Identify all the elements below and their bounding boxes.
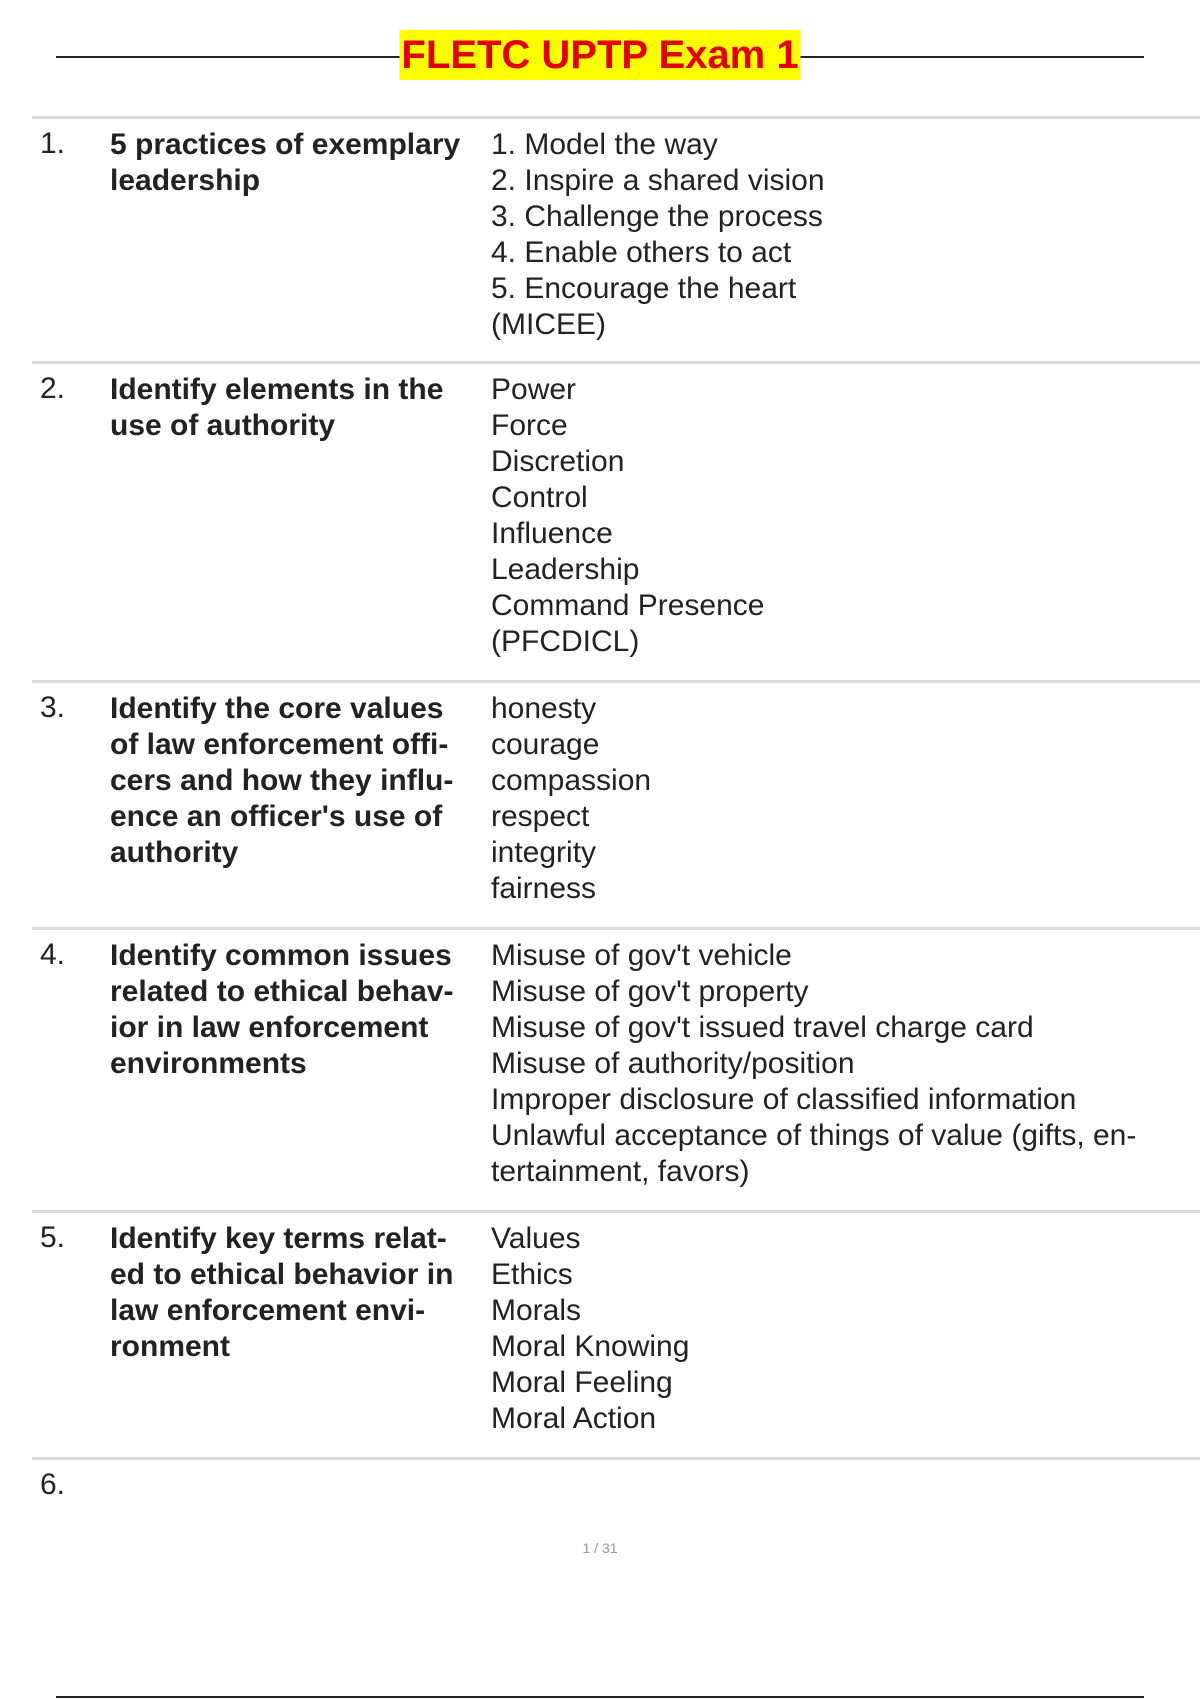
card-term: Identify common issues related to ethical behav-ior in law enforcement environments	[110, 939, 454, 1080]
definition-line: integrity	[491, 836, 597, 869]
definition-line: courage	[491, 728, 600, 761]
flashcard-row	[32, 927, 1200, 1210]
definition-line: Misuse of gov't vehicle	[491, 939, 792, 972]
footer-rule	[56, 1696, 1144, 1698]
definition-line: Power	[491, 373, 577, 406]
definition-line: Moral Action	[491, 1402, 657, 1435]
card-number: 2.	[40, 372, 66, 405]
flashcard-list	[32, 116, 1200, 1520]
card-term: Identify elements in the use of authority	[110, 373, 444, 442]
definition-line: honesty	[491, 692, 597, 725]
definition-line: Misuse of gov't property	[491, 975, 809, 1008]
page-number: 1 / 31	[582, 1540, 618, 1556]
card-definition	[491, 372, 1191, 660]
definition-line: 4. Enable others to act	[491, 236, 792, 269]
definition-line: 1. Model the way	[491, 128, 718, 161]
definition-line: (PFCDICL)	[491, 625, 640, 658]
definition-line: Misuse of gov't issued travel charge card	[491, 1011, 1034, 1044]
definition-line: Improper disclosure of classified information	[491, 1083, 1077, 1116]
definition-line: Moral Knowing	[491, 1330, 690, 1363]
definition-line: Influence	[491, 517, 613, 550]
card-term: Identify the core values of law enforcement offi-cers and how they influ-ence an officer's use of authority	[110, 692, 454, 869]
definition-line: Command Presence	[491, 589, 765, 622]
definition-line: 2. Inspire a shared vision	[491, 164, 825, 197]
flashcard-row	[32, 680, 1200, 927]
flashcard-row	[32, 361, 1200, 680]
flashcard-row	[32, 1210, 1200, 1457]
definition-line: fairness	[491, 872, 597, 905]
card-definition	[491, 127, 1191, 343]
definition-line: Values	[491, 1222, 581, 1255]
card-number: 4.	[40, 938, 66, 971]
definition-line: Moral Feeling	[491, 1366, 673, 1399]
definition-line: 3. Challenge the process	[491, 200, 823, 233]
card-definition	[491, 938, 1191, 1190]
definition-line: (MICEE)	[491, 308, 606, 341]
card-definition	[491, 691, 1191, 907]
definition-line: Ethics	[491, 1258, 573, 1291]
definition-line: Discretion	[491, 445, 625, 478]
definition-line: Force	[491, 409, 568, 442]
card-term: Identify key terms relat-ed to ethical behavior in law enforcement envi-ronment	[110, 1222, 454, 1363]
card-number: 3.	[40, 691, 66, 724]
card-definition	[491, 1221, 1191, 1437]
card-number: 1.	[40, 127, 66, 160]
definition-line: Leadership	[491, 553, 640, 586]
card-number: 6.	[40, 1468, 66, 1501]
definition-line: compassion	[491, 764, 652, 797]
definition-line: respect	[491, 800, 590, 833]
definition-line: tertainment, favors)	[491, 1155, 750, 1188]
card-number: 5.	[40, 1221, 66, 1254]
document-header	[56, 30, 1144, 82]
definition-line: Morals	[491, 1294, 582, 1327]
flashcard-row	[32, 1457, 1200, 1520]
definition-line: Misuse of authority/position	[491, 1047, 855, 1080]
document-title: FLETC UPTP Exam 1	[399, 30, 800, 80]
definition-line: 5. Encourage the heart	[491, 272, 797, 305]
card-term: 5 practices of exemplary leadership	[110, 128, 461, 197]
flashcard-row	[32, 116, 1200, 361]
definition-line: Unlawful acceptance of things of value (gifts, en-	[491, 1119, 1137, 1152]
definition-line: Control	[491, 481, 588, 514]
